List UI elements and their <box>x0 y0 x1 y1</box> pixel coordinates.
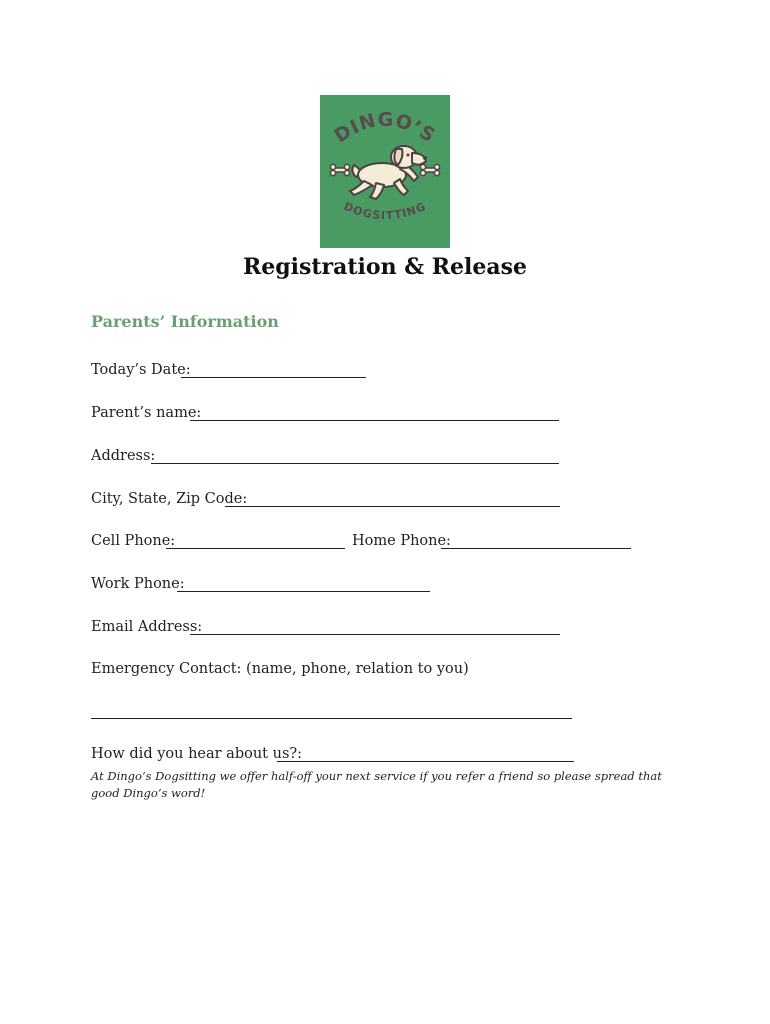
dingo-dog-icon <box>320 95 450 248</box>
svg-text:DINGO’S <box>330 109 439 147</box>
city-state-zip-label: City, State, Zip Code: <box>91 491 248 507</box>
cell-phone-line[interactable] <box>166 548 345 549</box>
page-title: Registration & Release <box>242 254 528 280</box>
emergency-contact-line[interactable] <box>91 718 572 719</box>
heard-about-line[interactable] <box>277 761 574 762</box>
work-phone-line[interactable] <box>177 591 430 592</box>
email-address-line[interactable] <box>190 634 560 635</box>
logo-bottom-text: DOGSITTING <box>341 199 429 223</box>
emergency-contact-label: Emergency Contact: (name, phone, relation to you) <box>91 661 469 677</box>
email-address-label: Email Address: <box>91 619 203 635</box>
logo-top-text: DINGO’S <box>330 108 440 148</box>
section-heading-parents-information: Parents’ Information <box>91 312 279 331</box>
cell-phone-label: Cell Phone: <box>91 533 176 549</box>
parents-name-label: Parent’s name: <box>91 405 202 421</box>
city-state-zip-line[interactable] <box>225 506 560 507</box>
referral-note: At Dingo’s Dogsitting we offer half-off your next service if you refer a friend so please spread that good Dingo’s word! <box>91 769 662 800</box>
todays-date-line[interactable] <box>181 377 366 378</box>
todays-date-label: Today’s Date: <box>91 362 191 378</box>
svg-text:DOGSITTING <box>342 200 428 222</box>
address-label: Address: <box>91 448 156 464</box>
work-phone-label: Work Phone: <box>91 576 185 592</box>
parents-name-line[interactable] <box>190 420 559 421</box>
company-logo <box>320 95 450 248</box>
home-phone-label: Home Phone: <box>352 533 451 549</box>
home-phone-line[interactable] <box>441 548 631 549</box>
address-line[interactable] <box>151 463 559 464</box>
heard-about-label: How did you hear about us?: <box>91 746 303 762</box>
